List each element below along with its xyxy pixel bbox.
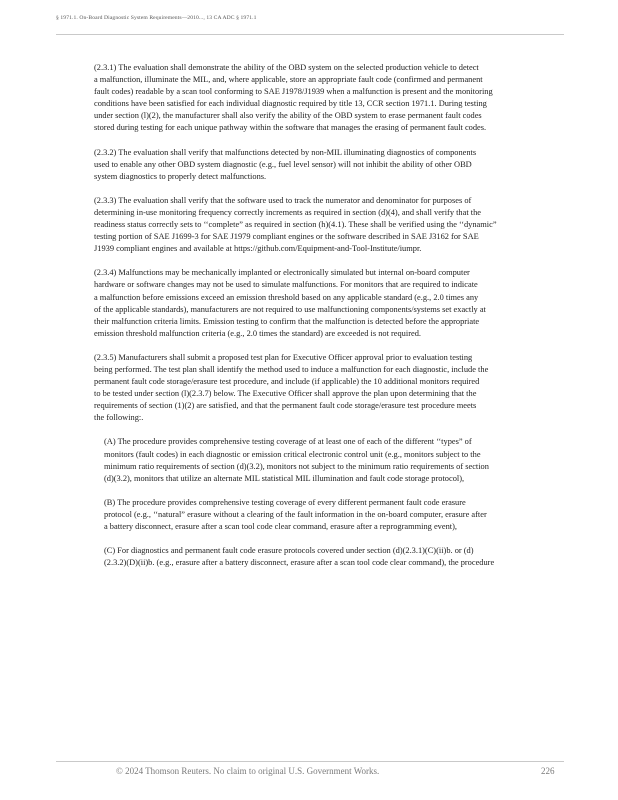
- paragraph-line: a malfunction before emissions exceed an emission threshold based on any applicable standard (e.g., 2.0 times any: [94, 292, 479, 302]
- paragraph-p-a: [104, 436, 594, 484]
- paragraph-line: (2.3.2) The evaluation shall verify that malfunctions detected by non-MIL illuminating diagnostics of components: [94, 147, 477, 157]
- paragraph-p-2-3-3: [94, 195, 594, 255]
- paragraph-line: (2.3.1) The evaluation shall demonstrate the ability of the OBD system on the selected production vehicle to detect: [94, 63, 479, 72]
- paragraph-line: emission threshold malfunction criteria (e.g., 2.0 times the standard) are exceeded is not required.: [94, 328, 421, 338]
- paragraph-p-2-3-4: [94, 267, 594, 340]
- paragraph-line: conditions have been satisfied for each individual diagnostic required by title 13, CCR section 1971.1. During testing: [94, 99, 487, 109]
- paragraph-line: a battery disconnect, erasure after a scan tool code clear command, erasure after a reprogramming event),: [104, 522, 457, 531]
- footer-copyright: © 2024 Thomson Reuters. No claim to original U.S. Government Works.: [116, 766, 380, 776]
- paragraph-line: (2.3.4) Malfunctions may be mechanically implanted or electronically simulated but internal on-board computer: [94, 268, 470, 278]
- paragraph-line: (2.3.3) The evaluation shall verify that the software used to track the numerator and denominator for purposes of: [94, 195, 472, 205]
- paragraph-line: requirements of section (1)(2) are satisfied, and that the permanent fault code storage/erasure test procedure meets: [94, 401, 477, 411]
- paragraph-line: determining in-use monitoring frequency correctly increments as required in section (d)(4), and shall verify that the: [94, 207, 481, 217]
- paragraph-line: system diagnostics to properly detect malfunctions.: [94, 171, 267, 181]
- paragraph-line: stored during testing for each unique pathway within the software that manages the erasing of permanent fault codes.: [94, 123, 487, 133]
- paragraph-line: protocol (e.g., ‘‘natural” erasure without a clearing of the fault information in the on-board computer, erasure after: [104, 509, 487, 519]
- paragraph-line: being performed. The test plan shall identify the method used to induce a malfunction for each diagnostic, include the: [94, 364, 489, 374]
- paragraph-p-2-3-1: [94, 62, 594, 135]
- paragraph-p-2-3-2: [94, 147, 594, 183]
- paragraph-p-b: [104, 497, 594, 533]
- running-header: § 1971.1. On-Board Diagnostic System Requirements—2010..., 13 CA ADC § 1971.1: [56, 15, 257, 21]
- paragraph-line: (2.3.5) Manufacturers shall submit a proposed test plan for Executive Officer approval prior to evaluation testing: [94, 352, 473, 362]
- footer-divider: [56, 761, 564, 762]
- paragraph-line: (A) The procedure provides comprehensive testing coverage of at least one of each of the different ‘‘types” of: [104, 437, 472, 447]
- paragraph-line: the following:.: [94, 413, 144, 423]
- paragraph-line: under section (l)(2), the manufacturer shall also verify the ability of the OBD system to erase permanent fault codes: [94, 111, 482, 121]
- paragraph-line: a malfunction, illuminate the MIL, and, where applicable, store an appropriate fault code (confirmed and permanent: [94, 75, 483, 85]
- page-number: 226: [541, 766, 555, 776]
- paragraph-line: (d)(3.2), monitors that utilize an alternate MIL statistical MIL illumination and fault code storage protocol),: [104, 473, 465, 483]
- paragraph-line: (2.3.2)(D)(ii)b. (e.g., erasure after a battery disconnect, erasure after a scan tool code clear command), the procedure: [104, 558, 495, 568]
- paragraph-line: of the applicable standards), manufacturers are not required to use malfunctioning components/systems set exactly at: [94, 304, 486, 314]
- paragraph-line: minimum ratio requirements of section (d)(3.2), monitors not subject to the minimum ratio requirements of section: [104, 461, 489, 471]
- paragraph-line: fault codes) readable by a scan tool conforming to SAE J1978/J1939 when a malfunction is present and the monitoring: [94, 87, 493, 97]
- paragraph-line: (B) The procedure provides comprehensive testing coverage of every different permanent fault code erasure: [104, 497, 466, 507]
- document-body: [94, 62, 594, 581]
- paragraph-p-c: [104, 545, 594, 569]
- paragraph-line: monitors (fault codes) in each diagnostic or emission critical electronic control unit (e.g., monitors subject to the: [104, 449, 481, 459]
- paragraph-line: hardware or software changes may not be used to simulate malfunctions. For monitors that are required to indicate: [94, 280, 478, 290]
- paragraph-line: (C) For diagnostics and permanent fault code erasure protocols covered under section (d)(2.3.1)(C)(ii)b. or (d): [104, 546, 474, 556]
- paragraph-line: readiness status correctly sets to ‘‘complete” as required in section (h)(4.1). These shall be verified using the ‘‘dynamic”: [94, 220, 497, 230]
- paragraph-line: their malfunction criteria limits. Emission testing to confirm that the malfunction is detected before the appropriate: [94, 316, 480, 326]
- paragraph-line: permanent fault code storage/erasure test procedure, and include (if applicable) the 10 additional monitors required: [94, 377, 480, 387]
- paragraph-line: to be tested under section (l)(2.3.7) below. The Executive Officer shall approve the plan upon determining that the: [94, 389, 477, 399]
- paragraph-line: used to enable any other OBD system diagnostic (e.g., fuel level sensor) will not inhibit the ability of other OBD: [94, 159, 472, 169]
- paragraph-p-2-3-5: [94, 352, 594, 425]
- paragraph-line: J1939 compliant engines and available at https://github.com/Equipment-and-Tool-Institute/iumpr.: [94, 244, 422, 254]
- paragraph-line: testing portion of SAE J1699-3 for SAE J1979 compliant engines or the software described in SAE J3162 for SAE: [94, 232, 479, 242]
- header-divider: [56, 34, 564, 35]
